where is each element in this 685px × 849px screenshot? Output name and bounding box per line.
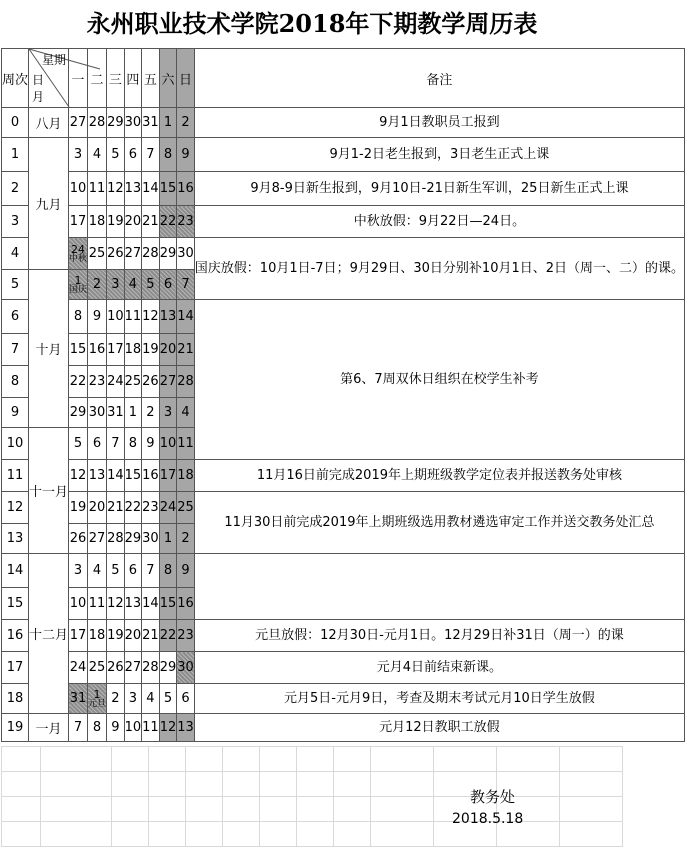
grid-cell xyxy=(260,797,297,822)
table-row xyxy=(2,108,685,138)
day-cell: 21 xyxy=(107,492,125,524)
day-cell: 25 xyxy=(177,492,195,524)
grid-cell xyxy=(371,822,434,847)
table-row xyxy=(2,206,685,238)
day-cell: 29 xyxy=(124,524,142,554)
month-name: 十二月 xyxy=(29,554,69,714)
day-cell: 28 xyxy=(107,524,125,554)
day-cell: 17 xyxy=(107,334,125,366)
grid-cell xyxy=(223,797,260,822)
note-cell: 中秋放假：9月22日—24日。 xyxy=(194,206,684,238)
week-number: 19 xyxy=(2,714,29,742)
day-cell: 2 xyxy=(88,270,107,300)
note-cell: 9月8-9日新生报到，9月10日-21日新生军训，25日新生正式上课 xyxy=(194,172,684,206)
header-day-7: 日 xyxy=(177,49,195,108)
holiday-label: 中秋 xyxy=(69,253,88,264)
grid-cell xyxy=(2,797,41,822)
day-cell: 13 xyxy=(88,460,107,492)
day-cell: 1 xyxy=(124,398,142,428)
grid-cell xyxy=(297,822,334,847)
grid-cell xyxy=(186,797,223,822)
day-cell: 29 xyxy=(69,398,88,428)
day-cell: 30 xyxy=(177,652,195,684)
day-cell: 30 xyxy=(142,524,160,554)
grid-cell xyxy=(334,797,371,822)
week-number: 1 xyxy=(2,138,29,172)
day-cell: 11 xyxy=(88,588,107,620)
day-cell: 2 xyxy=(107,684,125,714)
day-cell: 15 xyxy=(159,172,177,206)
note-cell: 元月12日教职工放假 xyxy=(194,714,684,742)
day-cell: 8 xyxy=(159,554,177,588)
empty-grid xyxy=(1,746,623,847)
table-row xyxy=(2,172,685,206)
day-cell: 9 xyxy=(177,138,195,172)
day-cell: 9 xyxy=(88,300,107,334)
month-name: 九月 xyxy=(29,138,69,270)
day-cell: 17 xyxy=(69,206,88,238)
note-cell: 11月30日前完成2019年上期班级选用教材遴选审定工作并送交教务处汇总 xyxy=(194,492,684,554)
day-cell: 29 xyxy=(159,652,177,684)
table-row xyxy=(2,138,685,172)
day-cell: 14 xyxy=(107,460,125,492)
day-cell: 6 xyxy=(124,138,142,172)
grid-cell xyxy=(186,772,223,797)
day-cell: 7 xyxy=(142,138,160,172)
grid-cell xyxy=(186,747,223,772)
day-cell: 5 xyxy=(69,428,88,460)
grid-cell xyxy=(112,797,149,822)
day-cell: 24 xyxy=(107,366,125,398)
day-cell: 12 xyxy=(69,460,88,492)
day-cell: 27 xyxy=(124,238,142,270)
day-cell: 20 xyxy=(124,206,142,238)
header-day-label: 日 xyxy=(32,73,45,87)
grid-cell xyxy=(223,772,260,797)
day-cell: 9 xyxy=(107,714,125,742)
day-cell: 11 xyxy=(124,300,142,334)
week-number: 13 xyxy=(2,524,29,554)
day-cell: 27 xyxy=(69,108,88,138)
day-cell: 5 xyxy=(142,270,160,300)
week-number: 4 xyxy=(2,238,29,270)
week-number: 6 xyxy=(2,300,29,334)
day-cell: 8 xyxy=(159,138,177,172)
day-cell: 21 xyxy=(142,206,160,238)
grid-cell xyxy=(41,772,112,797)
day-cell: 19 xyxy=(107,206,125,238)
header-notes: 备注 xyxy=(194,49,684,108)
day-cell: 10 xyxy=(159,428,177,460)
grid-cell xyxy=(260,822,297,847)
grid-cell xyxy=(2,772,41,797)
day-cell: 20 xyxy=(88,492,107,524)
day-cell: 3 xyxy=(107,270,125,300)
grid-cell xyxy=(41,747,112,772)
day-cell: 6 xyxy=(159,270,177,300)
grid-cell xyxy=(223,822,260,847)
week-number: 0 xyxy=(2,108,29,138)
grid-cell xyxy=(112,747,149,772)
grid-cell xyxy=(112,822,149,847)
day-cell: 30 xyxy=(124,108,142,138)
note-cell: 元月4日前结束新课。 xyxy=(194,652,684,684)
day-cell: 12 xyxy=(107,588,125,620)
day-cell: 27 xyxy=(88,524,107,554)
day-cell: 3 xyxy=(124,684,142,714)
day-cell: 17 xyxy=(159,460,177,492)
day-cell: 5 xyxy=(159,684,177,714)
grid-cell xyxy=(112,772,149,797)
week-number: 11 xyxy=(2,460,29,492)
day-cell: 25 xyxy=(88,238,107,270)
grid-cell xyxy=(560,797,623,822)
holiday-label: 国庆 xyxy=(69,284,88,295)
week-number: 14 xyxy=(2,554,29,588)
day-cell: 21 xyxy=(142,620,160,652)
day-cell: 31 xyxy=(142,108,160,138)
day-cell: 23 xyxy=(177,620,195,652)
day-cell: 16 xyxy=(177,172,195,206)
day-number: 24 xyxy=(71,242,86,256)
day-cell: 18 xyxy=(88,620,107,652)
day-cell: 18 xyxy=(88,206,107,238)
day-cell: 28 xyxy=(142,238,160,270)
day-cell: 29 xyxy=(107,108,125,138)
note-cell: 9月1-2日老生报到，3日老生正式上课 xyxy=(194,138,684,172)
day-cell: 27 xyxy=(124,652,142,684)
day-cell: 10 xyxy=(69,588,88,620)
week-number: 8 xyxy=(2,366,29,398)
day-cell: 31 xyxy=(69,684,88,714)
day-cell: 31 xyxy=(107,398,125,428)
day-cell: 29 xyxy=(159,238,177,270)
holiday-label: 元旦 xyxy=(88,698,107,709)
table-row xyxy=(2,300,685,334)
day-number: 1 xyxy=(74,273,82,287)
grid-cell xyxy=(149,797,186,822)
grid-cell xyxy=(41,797,112,822)
day-cell: 16 xyxy=(177,588,195,620)
grid-cell xyxy=(186,822,223,847)
day-cell: 24 xyxy=(69,652,88,684)
day-cell: 5 xyxy=(107,138,125,172)
note-cell: 11月16日前完成2019年上期班级教学定位表并报送教务处审核 xyxy=(194,460,684,492)
day-cell: 10 xyxy=(69,172,88,206)
day-cell: 26 xyxy=(107,238,125,270)
header-month-label: 月 xyxy=(32,90,45,104)
day-cell xyxy=(69,238,88,270)
day-cell: 19 xyxy=(107,620,125,652)
day-cell: 4 xyxy=(142,684,160,714)
grid-cell xyxy=(560,772,623,797)
page-title: 永州职业技术学院2018年下期教学周历表 xyxy=(86,9,538,38)
grid-cell xyxy=(297,772,334,797)
table-row xyxy=(2,652,685,684)
day-cell: 12 xyxy=(107,172,125,206)
day-cell: 19 xyxy=(69,492,88,524)
header-diagonal xyxy=(29,49,69,108)
day-cell: 21 xyxy=(177,334,195,366)
day-cell: 7 xyxy=(177,270,195,300)
day-cell: 25 xyxy=(124,366,142,398)
day-cell: 3 xyxy=(69,554,88,588)
grid-cell xyxy=(260,772,297,797)
day-cell: 13 xyxy=(124,588,142,620)
month-name: 八月 xyxy=(29,108,69,138)
calendar-table xyxy=(1,48,685,742)
header-day-3: 三 xyxy=(107,49,125,108)
day-cell: 1 xyxy=(159,524,177,554)
day-cell: 14 xyxy=(177,300,195,334)
day-cell: 26 xyxy=(69,524,88,554)
day-cell: 23 xyxy=(88,366,107,398)
table-row xyxy=(2,238,685,270)
day-cell: 8 xyxy=(124,428,142,460)
note-cell: 国庆放假：10月1日-7日；9月29日、30日分别补10月1日、2日（周一、二）的课。 xyxy=(194,238,684,300)
day-cell: 22 xyxy=(124,492,142,524)
header-day-6: 六 xyxy=(159,49,177,108)
day-cell: 15 xyxy=(159,588,177,620)
table-row xyxy=(2,492,685,524)
grid-cell xyxy=(297,747,334,772)
grid-cell xyxy=(223,747,260,772)
day-cell: 27 xyxy=(159,366,177,398)
month-name: 十一月 xyxy=(29,428,69,554)
week-number: 18 xyxy=(2,684,29,714)
day-cell: 18 xyxy=(177,460,195,492)
day-cell: 14 xyxy=(142,172,160,206)
header-week-no: 周次 xyxy=(2,49,29,108)
week-number: 7 xyxy=(2,334,29,366)
month-name: 一月 xyxy=(29,714,69,742)
week-number: 17 xyxy=(2,652,29,684)
grid-cell xyxy=(434,747,497,772)
day-cell: 26 xyxy=(107,652,125,684)
header-day-1: 一 xyxy=(69,49,88,108)
day-cell: 12 xyxy=(159,714,177,742)
header-day-5: 五 xyxy=(142,49,160,108)
day-cell: 15 xyxy=(69,334,88,366)
week-number: 16 xyxy=(2,620,29,652)
day-cell: 30 xyxy=(177,238,195,270)
day-cell: 25 xyxy=(88,652,107,684)
day-cell: 4 xyxy=(124,270,142,300)
grid-cell xyxy=(297,797,334,822)
week-number: 9 xyxy=(2,398,29,428)
note-cell: 元月5日-元月9日，考查及期末考试元月10日学生放假 xyxy=(194,684,684,714)
day-cell: 10 xyxy=(107,300,125,334)
month-name: 十月 xyxy=(29,270,69,428)
day-cell: 16 xyxy=(142,460,160,492)
day-cell: 10 xyxy=(124,714,142,742)
day-cell: 8 xyxy=(88,714,107,742)
header-weekday-label: 星期 xyxy=(42,53,67,67)
table-row xyxy=(2,460,685,492)
day-cell: 12 xyxy=(142,300,160,334)
day-cell: 19 xyxy=(142,334,160,366)
grid-cell xyxy=(371,747,434,772)
day-cell: 5 xyxy=(107,554,125,588)
grid-cell xyxy=(560,822,623,847)
week-number: 2 xyxy=(2,172,29,206)
office-signature: 教务处 xyxy=(470,788,516,806)
day-cell: 20 xyxy=(159,334,177,366)
day-cell: 13 xyxy=(124,172,142,206)
grid-cell xyxy=(2,822,41,847)
grid-cell xyxy=(149,822,186,847)
grid-cell xyxy=(334,822,371,847)
day-number: 1 xyxy=(93,687,101,701)
grid-cell xyxy=(560,747,623,772)
day-cell: 28 xyxy=(142,652,160,684)
day-cell: 22 xyxy=(159,206,177,238)
day-cell: 4 xyxy=(88,554,107,588)
day-cell: 14 xyxy=(142,588,160,620)
week-number: 12 xyxy=(2,492,29,524)
day-cell: 3 xyxy=(69,138,88,172)
grid-cell xyxy=(334,747,371,772)
week-number: 15 xyxy=(2,588,29,620)
day-cell: 7 xyxy=(142,554,160,588)
grid-cell xyxy=(260,747,297,772)
day-cell: 4 xyxy=(88,138,107,172)
table-row xyxy=(2,620,685,652)
header-day-4: 四 xyxy=(124,49,142,108)
day-cell: 22 xyxy=(69,366,88,398)
day-cell xyxy=(69,270,88,300)
day-cell: 8 xyxy=(69,300,88,334)
day-cell: 2 xyxy=(177,524,195,554)
day-cell: 20 xyxy=(124,620,142,652)
day-cell: 9 xyxy=(142,428,160,460)
day-cell: 7 xyxy=(69,714,88,742)
day-cell: 16 xyxy=(88,334,107,366)
day-cell: 18 xyxy=(124,334,142,366)
week-number: 10 xyxy=(2,428,29,460)
day-cell: 4 xyxy=(177,398,195,428)
day-cell: 15 xyxy=(124,460,142,492)
grid-cell xyxy=(2,747,41,772)
grid-cell xyxy=(497,747,560,772)
header-day-2: 二 xyxy=(88,49,107,108)
table-row xyxy=(2,714,685,742)
note-cell: 元旦放假：12月30日-元月1日。12月29日补31日（周一）的课 xyxy=(194,620,684,652)
note-cell xyxy=(194,554,684,620)
grid-cell xyxy=(371,772,434,797)
week-number: 3 xyxy=(2,206,29,238)
day-cell: 7 xyxy=(107,428,125,460)
grid-cell xyxy=(149,772,186,797)
table-row xyxy=(2,684,685,714)
day-cell: 9 xyxy=(177,554,195,588)
day-cell: 11 xyxy=(177,428,195,460)
grid-cell xyxy=(149,747,186,772)
week-number: 5 xyxy=(2,270,29,300)
day-cell: 2 xyxy=(142,398,160,428)
day-cell: 11 xyxy=(88,172,107,206)
day-cell: 6 xyxy=(177,684,195,714)
note-cell: 9月1日教职员工报到 xyxy=(194,108,684,138)
day-cell: 13 xyxy=(159,300,177,334)
day-cell: 6 xyxy=(124,554,142,588)
day-cell: 13 xyxy=(177,714,195,742)
grid-cell xyxy=(334,772,371,797)
day-cell: 22 xyxy=(159,620,177,652)
grid-cell xyxy=(371,797,434,822)
day-cell: 24 xyxy=(159,492,177,524)
note-cell: 第6、7周双休日组织在校学生补考 xyxy=(194,300,684,460)
table-row xyxy=(2,554,685,588)
issue-date: 2018.5.18 xyxy=(452,811,524,827)
day-cell: 2 xyxy=(177,108,195,138)
day-cell: 28 xyxy=(88,108,107,138)
day-cell: 23 xyxy=(142,492,160,524)
day-cell: 26 xyxy=(142,366,160,398)
day-cell xyxy=(88,684,107,714)
day-cell: 23 xyxy=(177,206,195,238)
day-cell: 28 xyxy=(177,366,195,398)
day-cell: 17 xyxy=(69,620,88,652)
day-cell: 11 xyxy=(142,714,160,742)
day-cell: 3 xyxy=(159,398,177,428)
grid-cell xyxy=(41,822,112,847)
day-cell: 30 xyxy=(88,398,107,428)
day-cell: 6 xyxy=(88,428,107,460)
day-cell: 1 xyxy=(159,108,177,138)
